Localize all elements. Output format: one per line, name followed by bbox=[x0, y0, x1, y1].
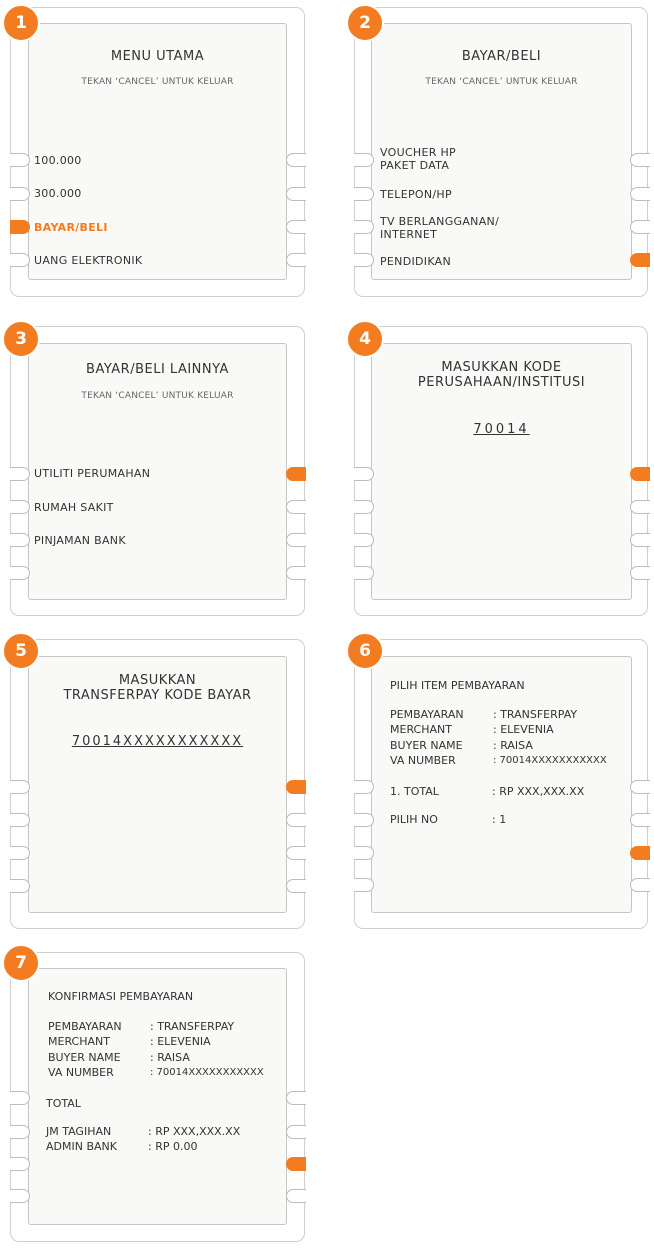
detail-label: PEMBAYARAN bbox=[48, 1020, 122, 1033]
total-label: TOTAL bbox=[46, 1097, 81, 1110]
side-button-left-3[interactable] bbox=[10, 533, 30, 547]
side-button-right-3[interactable] bbox=[630, 220, 650, 234]
side-button-left-1[interactable] bbox=[10, 1091, 30, 1105]
side-button-left-4[interactable] bbox=[354, 253, 374, 267]
side-button-left-3[interactable] bbox=[10, 220, 30, 234]
detail-label: BUYER NAME bbox=[48, 1051, 121, 1064]
screen-title: MASUKKAN TRANSFERPAY KODE BAYAR bbox=[63, 673, 252, 703]
side-button-right-2[interactable] bbox=[630, 500, 650, 514]
side-button-right-1[interactable] bbox=[630, 153, 650, 167]
screen-subtitle: TEKAN ‘CANCEL’ UNTUK KELUAR bbox=[425, 77, 578, 87]
step-badge: 3 bbox=[2, 320, 40, 358]
side-button-left-2[interactable] bbox=[354, 813, 374, 827]
detail-value: : 70014XXXXXXXXXXX bbox=[150, 1067, 264, 1078]
side-button-right-4[interactable] bbox=[286, 879, 306, 893]
side-button-right-3[interactable] bbox=[286, 533, 306, 547]
side-button-left-4[interactable] bbox=[10, 1189, 30, 1203]
side-button-left-2[interactable] bbox=[354, 187, 374, 201]
side-button-left-2[interactable] bbox=[354, 500, 374, 514]
side-button-left-2[interactable] bbox=[10, 187, 30, 201]
side-button-left-3[interactable] bbox=[354, 846, 374, 860]
side-button-right-4[interactable] bbox=[630, 566, 650, 580]
side-button-right-1[interactable] bbox=[286, 153, 306, 167]
side-button-right-4[interactable] bbox=[286, 253, 306, 267]
detail-label: VA NUMBER bbox=[390, 754, 456, 767]
pilih-no-value: : 1 bbox=[492, 813, 507, 826]
option-label: VOUCHER HP PAKET DATA bbox=[380, 146, 456, 172]
option-label: 300.000 bbox=[34, 187, 82, 200]
screen-subtitle: TEKAN ‘CANCEL’ UNTUK KELUAR bbox=[81, 391, 234, 401]
side-button-right-3[interactable] bbox=[286, 1157, 306, 1171]
screen-subtitle: TEKAN ‘CANCEL’ UNTUK KELUAR bbox=[81, 77, 234, 87]
side-button-left-1[interactable] bbox=[10, 153, 30, 167]
admin-label: ADMIN BANK bbox=[46, 1140, 117, 1153]
total-value: : RP XXX,XXX.XX bbox=[492, 785, 585, 798]
tagihan-label: JM TAGIHAN bbox=[46, 1125, 112, 1138]
side-button-right-1[interactable] bbox=[286, 780, 306, 794]
side-button-right-4[interactable] bbox=[286, 1189, 306, 1203]
detail-value: : ELEVENIA bbox=[493, 723, 554, 736]
side-button-left-2[interactable] bbox=[10, 500, 30, 514]
step-badge: 6 bbox=[346, 632, 384, 670]
option-label: UTILITI PERUMAHAN bbox=[34, 467, 151, 480]
side-button-left-1[interactable] bbox=[10, 780, 30, 794]
side-button-right-2[interactable] bbox=[630, 813, 650, 827]
side-button-left-3[interactable] bbox=[354, 533, 374, 547]
side-button-left-2[interactable] bbox=[10, 813, 30, 827]
screen-title: MENU UTAMA bbox=[110, 49, 205, 64]
step-badge: 1 bbox=[2, 4, 40, 42]
side-button-right-3[interactable] bbox=[630, 846, 650, 860]
side-button-right-4[interactable] bbox=[630, 253, 650, 267]
total-label: 1. TOTAL bbox=[390, 785, 439, 798]
payment-code-value: 70014XXXXXXXXXXX bbox=[71, 734, 244, 749]
detail-value: : TRANSFERPAY bbox=[150, 1020, 235, 1033]
company-code-value: 70014 bbox=[473, 422, 530, 437]
option-label: PINJAMAN BANK bbox=[34, 534, 126, 547]
side-button-left-4[interactable] bbox=[10, 253, 30, 267]
detail-label: BUYER NAME bbox=[390, 739, 463, 752]
side-button-right-2[interactable] bbox=[286, 187, 306, 201]
side-button-right-2[interactable] bbox=[630, 187, 650, 201]
side-button-left-1[interactable] bbox=[354, 467, 374, 481]
side-button-right-2[interactable] bbox=[286, 813, 306, 827]
screen-title: BAYAR/BELI bbox=[461, 49, 542, 64]
option-label: TELEPON/HP bbox=[380, 188, 452, 201]
screen-heading: PILIH ITEM PEMBAYARAN bbox=[390, 679, 525, 692]
option-label: RUMAH SAKIT bbox=[34, 501, 114, 514]
side-button-right-3[interactable] bbox=[630, 533, 650, 547]
side-button-left-1[interactable] bbox=[354, 780, 374, 794]
side-button-right-3[interactable] bbox=[286, 846, 306, 860]
detail-value: : TRANSFERPAY bbox=[493, 708, 578, 721]
detail-label: MERCHANT bbox=[390, 723, 452, 736]
admin-value: : RP 0.00 bbox=[148, 1140, 198, 1153]
option-label: TV BERLANGGANAN/ INTERNET bbox=[380, 215, 500, 241]
option-label: PENDIDIKAN bbox=[380, 255, 452, 268]
side-button-left-1[interactable] bbox=[10, 467, 30, 481]
detail-label: VA NUMBER bbox=[48, 1066, 114, 1079]
side-button-right-4[interactable] bbox=[630, 878, 650, 892]
side-button-left-4[interactable] bbox=[354, 878, 374, 892]
side-button-right-1[interactable] bbox=[286, 1091, 306, 1105]
side-button-left-3[interactable] bbox=[354, 220, 374, 234]
detail-value: : ELEVENIA bbox=[150, 1035, 211, 1048]
side-button-left-4[interactable] bbox=[10, 879, 30, 893]
screen-title: MASUKKAN KODE PERUSAHAAN/INSTITUSI bbox=[417, 360, 586, 390]
step-badge: 5 bbox=[2, 632, 40, 670]
step-badge: 2 bbox=[346, 4, 384, 42]
option-label-active: BAYAR/BELI bbox=[34, 221, 108, 234]
side-button-right-2[interactable] bbox=[286, 500, 306, 514]
side-button-right-1[interactable] bbox=[286, 467, 306, 481]
step-badge: 4 bbox=[346, 320, 384, 358]
tagihan-value: : RP XXX,XXX.XX bbox=[148, 1125, 241, 1138]
screen-title: BAYAR/BELI LAINNYA bbox=[86, 362, 229, 377]
option-label: UANG ELEKTRONIK bbox=[34, 254, 143, 267]
detail-value: : RAISA bbox=[493, 739, 533, 752]
side-button-left-4[interactable] bbox=[354, 566, 374, 580]
detail-value: : RAISA bbox=[150, 1051, 190, 1064]
side-button-right-1[interactable] bbox=[630, 467, 650, 481]
pilih-no-label: PILIH NO bbox=[390, 813, 438, 826]
step-badge: 7 bbox=[2, 944, 40, 982]
side-button-right-2[interactable] bbox=[286, 1125, 306, 1139]
side-button-left-3[interactable] bbox=[10, 846, 30, 860]
side-button-left-2[interactable] bbox=[10, 1125, 30, 1139]
detail-label: MERCHANT bbox=[48, 1035, 110, 1048]
option-label: 100.000 bbox=[34, 154, 82, 167]
side-button-right-4[interactable] bbox=[286, 566, 306, 580]
side-button-left-3[interactable] bbox=[10, 1157, 30, 1171]
side-button-right-1[interactable] bbox=[630, 780, 650, 794]
detail-value: : 70014XXXXXXXXXXX bbox=[493, 755, 607, 766]
screen-heading: KONFIRMASI PEMBAYARAN bbox=[48, 990, 194, 1003]
side-button-left-1[interactable] bbox=[354, 153, 374, 167]
detail-label: PEMBAYARAN bbox=[390, 708, 464, 721]
side-button-right-3[interactable] bbox=[286, 220, 306, 234]
side-button-left-4[interactable] bbox=[10, 566, 30, 580]
